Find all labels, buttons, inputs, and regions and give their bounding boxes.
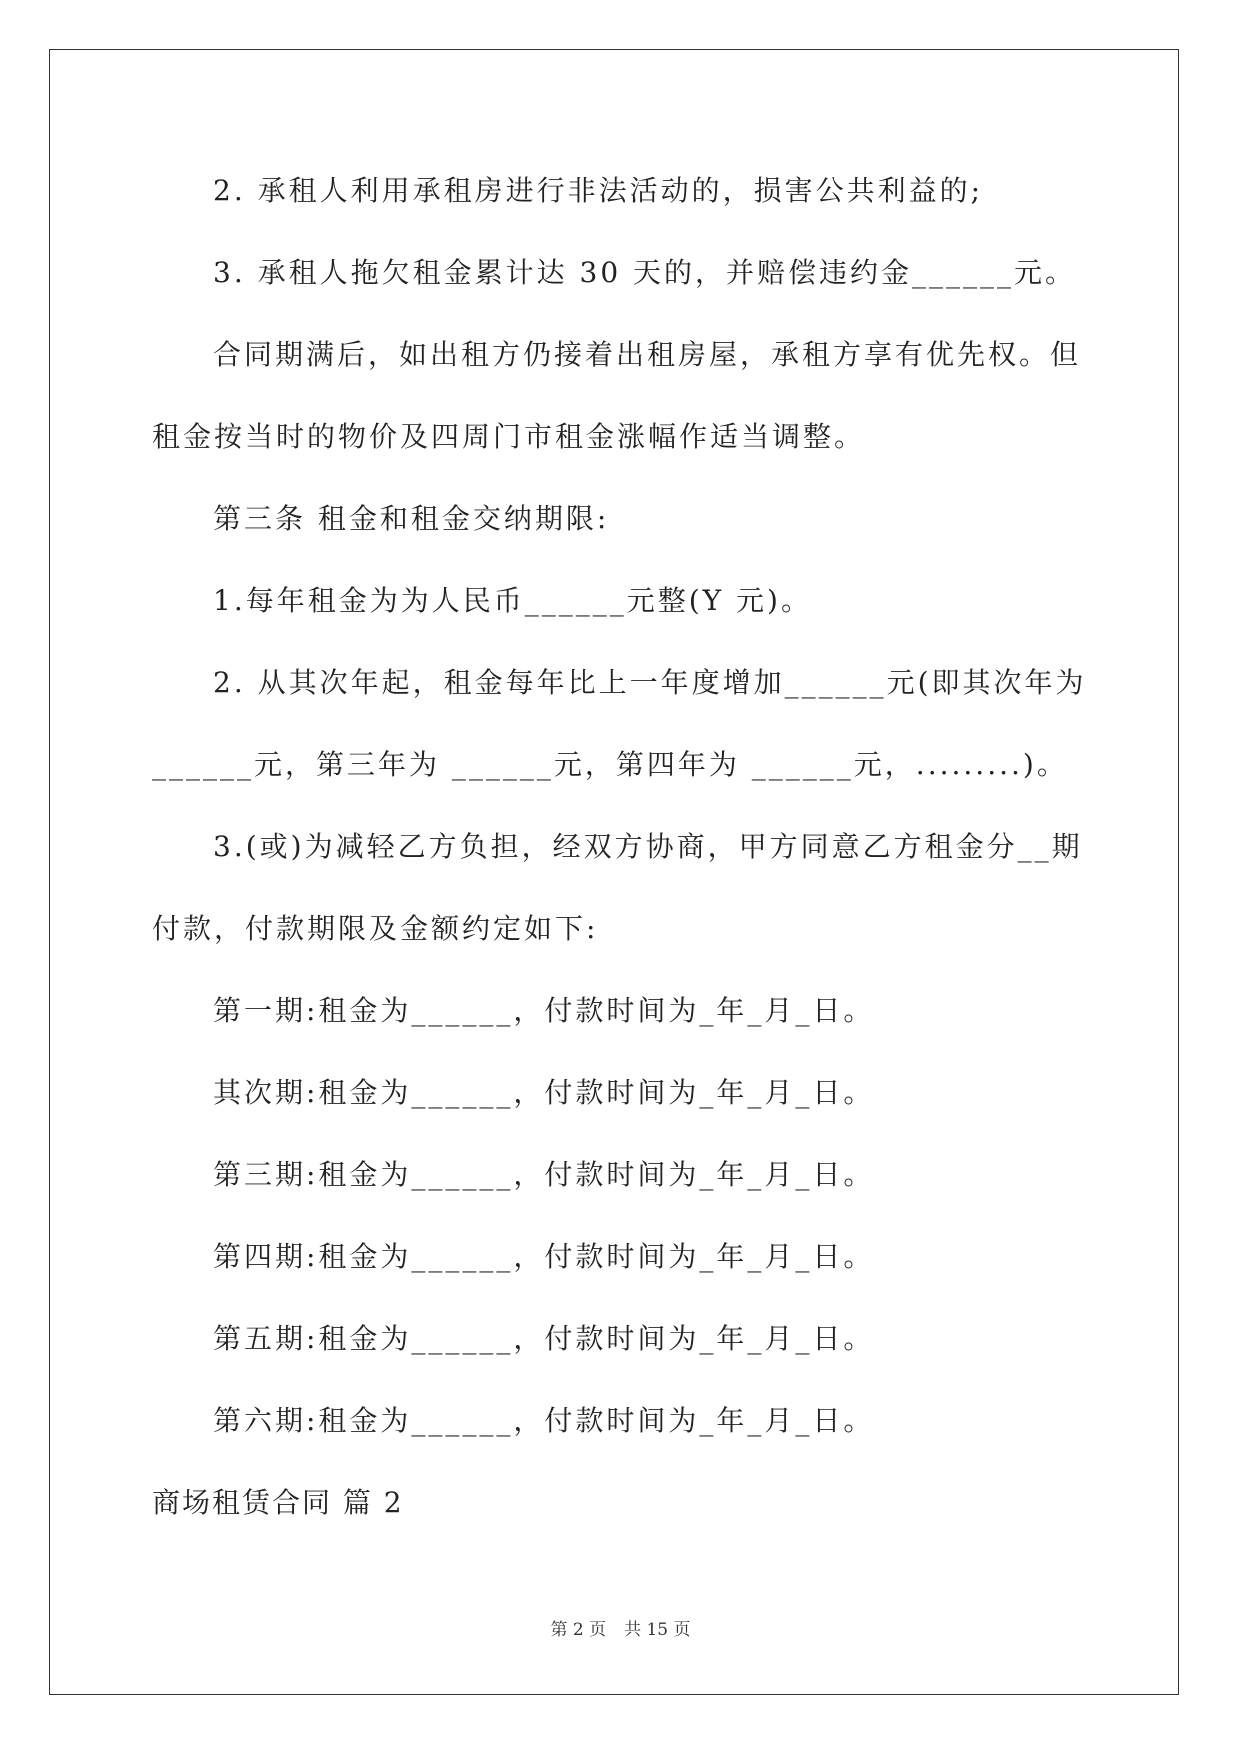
paragraph-renewal-line-1: 合同期满后，如出租方仍接着出租房屋，承租方享有优先权。但 bbox=[213, 338, 1082, 371]
paragraph-installments-line-1: 3.(或)为减轻乙方负担，经双方协商，甲方同意乙方租金分__期 bbox=[213, 830, 1083, 863]
page-footer bbox=[0, 1615, 1241, 1640]
paragraph-installments-line-2: 付款，付款期限及金额约定如下: bbox=[152, 912, 599, 945]
installment-4: 第四期:租金为______，付款时间为_年_月_日。 bbox=[213, 1240, 875, 1273]
installment-1: 第一期:租金为______，付款时间为_年_月_日。 bbox=[213, 994, 875, 1027]
page-border bbox=[49, 49, 1179, 1695]
paragraph-annual-rent: 1.每年租金为为人民币______元整(Y 元)。 bbox=[213, 584, 812, 617]
paragraph-rent-increase-line-2: ______元，第三年为 ______元，第四年为 ______元，.........)。 bbox=[152, 748, 1068, 781]
page-total: 共 15 页 bbox=[624, 1620, 691, 1640]
paragraph-renewal-line-2: 租金按当时的物价及四周门市租金涨幅作适当调整。 bbox=[152, 420, 866, 453]
page-number: 第 2 页 bbox=[550, 1620, 607, 1640]
installment-6: 第六期:租金为______，付款时间为_年_月_日。 bbox=[213, 1404, 875, 1437]
paragraph-clause-3: 3. 承租人拖欠租金累计达 30 天的，并赔偿违约金______元。 bbox=[213, 256, 1077, 289]
installment-3: 第三期:租金为______，付款时间为_年_月_日。 bbox=[213, 1158, 875, 1191]
article-three-title: 第三条 租金和租金交纳期限: bbox=[213, 502, 610, 535]
section-heading: 商场租赁合同 篇 2 bbox=[152, 1486, 404, 1519]
installment-2: 其次期:租金为______，付款时间为_年_月_日。 bbox=[213, 1076, 875, 1109]
paragraph-clause-2: 2. 承租人利用承租房进行非法活动的，损害公共利益的; bbox=[213, 174, 984, 207]
installment-5: 第五期:租金为______，付款时间为_年_月_日。 bbox=[213, 1322, 875, 1355]
paragraph-rent-increase-line-1: 2. 从其次年起，租金每年比上一年度增加______元(即其次年为 bbox=[213, 666, 1087, 699]
